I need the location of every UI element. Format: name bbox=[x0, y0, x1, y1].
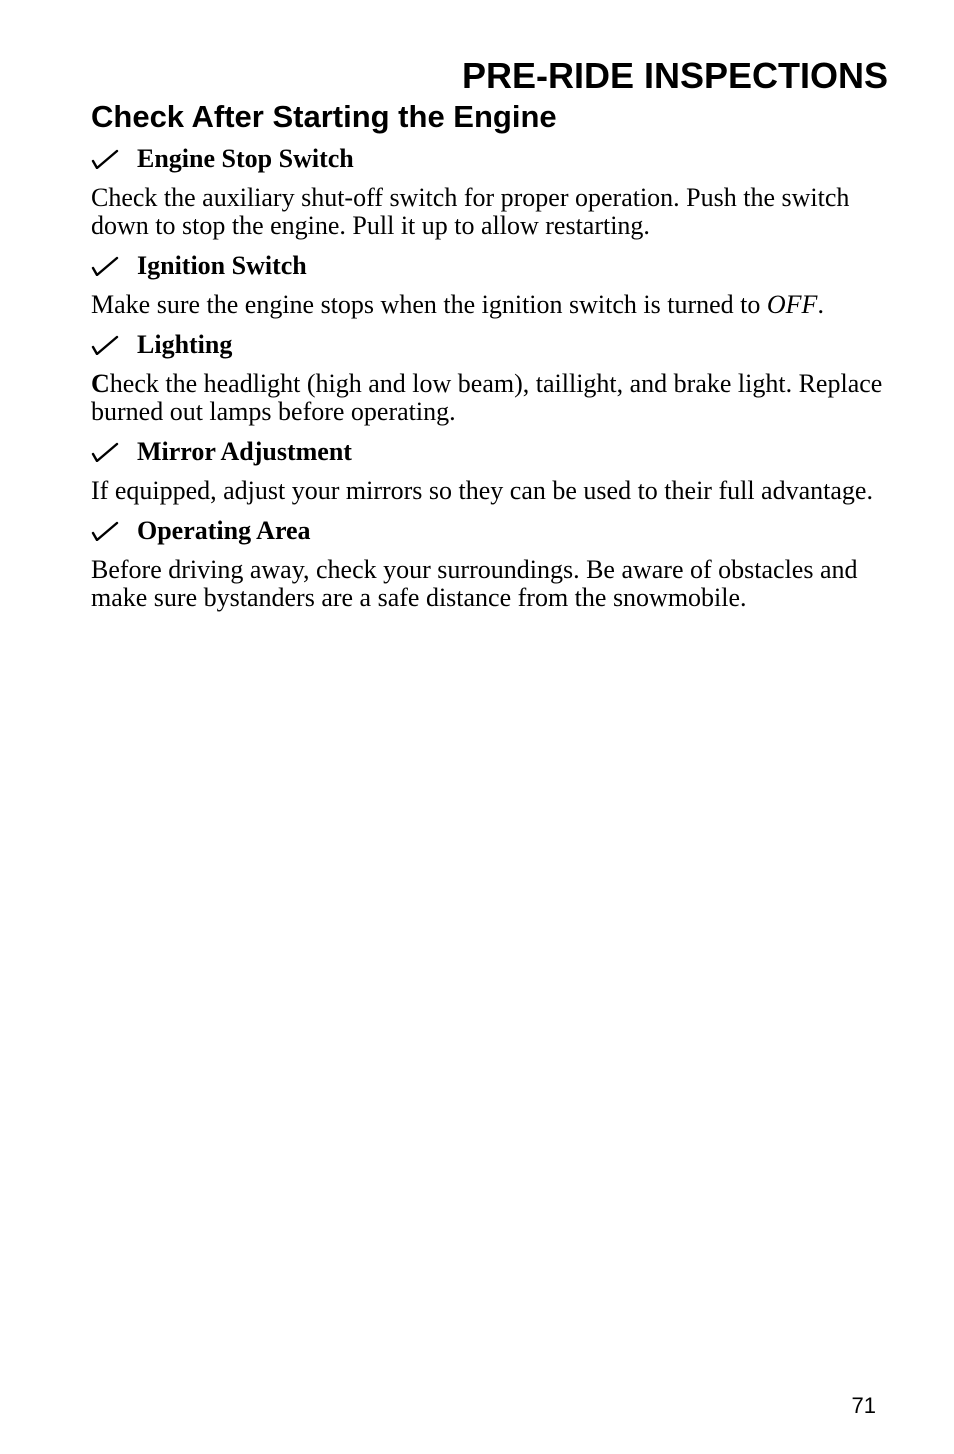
item-text bbox=[91, 291, 891, 319]
item-heading bbox=[91, 251, 891, 281]
item-label: Operating Area bbox=[137, 516, 311, 545]
checklist-item-mirror-adjustment bbox=[91, 437, 891, 505]
item-heading bbox=[91, 437, 891, 467]
item-heading bbox=[91, 144, 891, 174]
item-text: Check the auxiliary shut-off switch for proper operation. Push the switch down to stop the engine. Pull it up to allow restarting. bbox=[91, 183, 850, 240]
bold-initial: C bbox=[91, 369, 110, 398]
item-heading bbox=[91, 330, 891, 360]
check-icon bbox=[91, 149, 119, 169]
item-text bbox=[91, 370, 891, 426]
item-text: Before driving away, check your surroundings. Be aware of obstacles and make sure bystanders are a safe distance from the snowmobile. bbox=[91, 555, 858, 612]
chapter-title: PRE-RIDE INSPECTIONS bbox=[461, 55, 888, 96]
item-text: If equipped, adjust your mirrors so they can be used to their full advantage. bbox=[91, 476, 873, 505]
item-label: Engine Stop Switch bbox=[137, 144, 354, 173]
item-text-part: heck the headlight (high and low beam), taillight, and brake light. Replace burned out lamps before operating. bbox=[91, 369, 883, 426]
item-label: Lighting bbox=[137, 330, 233, 359]
checklist-item-ignition-switch bbox=[91, 251, 891, 319]
item-label: Mirror Adjustment bbox=[137, 437, 352, 466]
item-text-part: Make sure the engine stops when the ignition switch is turned to bbox=[91, 290, 767, 319]
check-icon bbox=[91, 442, 119, 462]
check-icon bbox=[91, 335, 119, 355]
section-title: Check After Starting the Engine bbox=[91, 99, 557, 134]
off-emphasis: OFF bbox=[766, 290, 818, 319]
page-content bbox=[91, 98, 891, 623]
item-heading bbox=[91, 516, 891, 546]
checklist-item-engine-stop-switch bbox=[91, 144, 891, 240]
item-text-part: . bbox=[817, 290, 824, 319]
checklist-item-operating-area bbox=[91, 516, 891, 612]
check-icon bbox=[91, 256, 119, 276]
checklist-item-lighting bbox=[91, 330, 891, 426]
item-label: Ignition Switch bbox=[137, 251, 307, 280]
page-number: 71 bbox=[851, 1393, 876, 1418]
check-icon bbox=[91, 521, 119, 541]
